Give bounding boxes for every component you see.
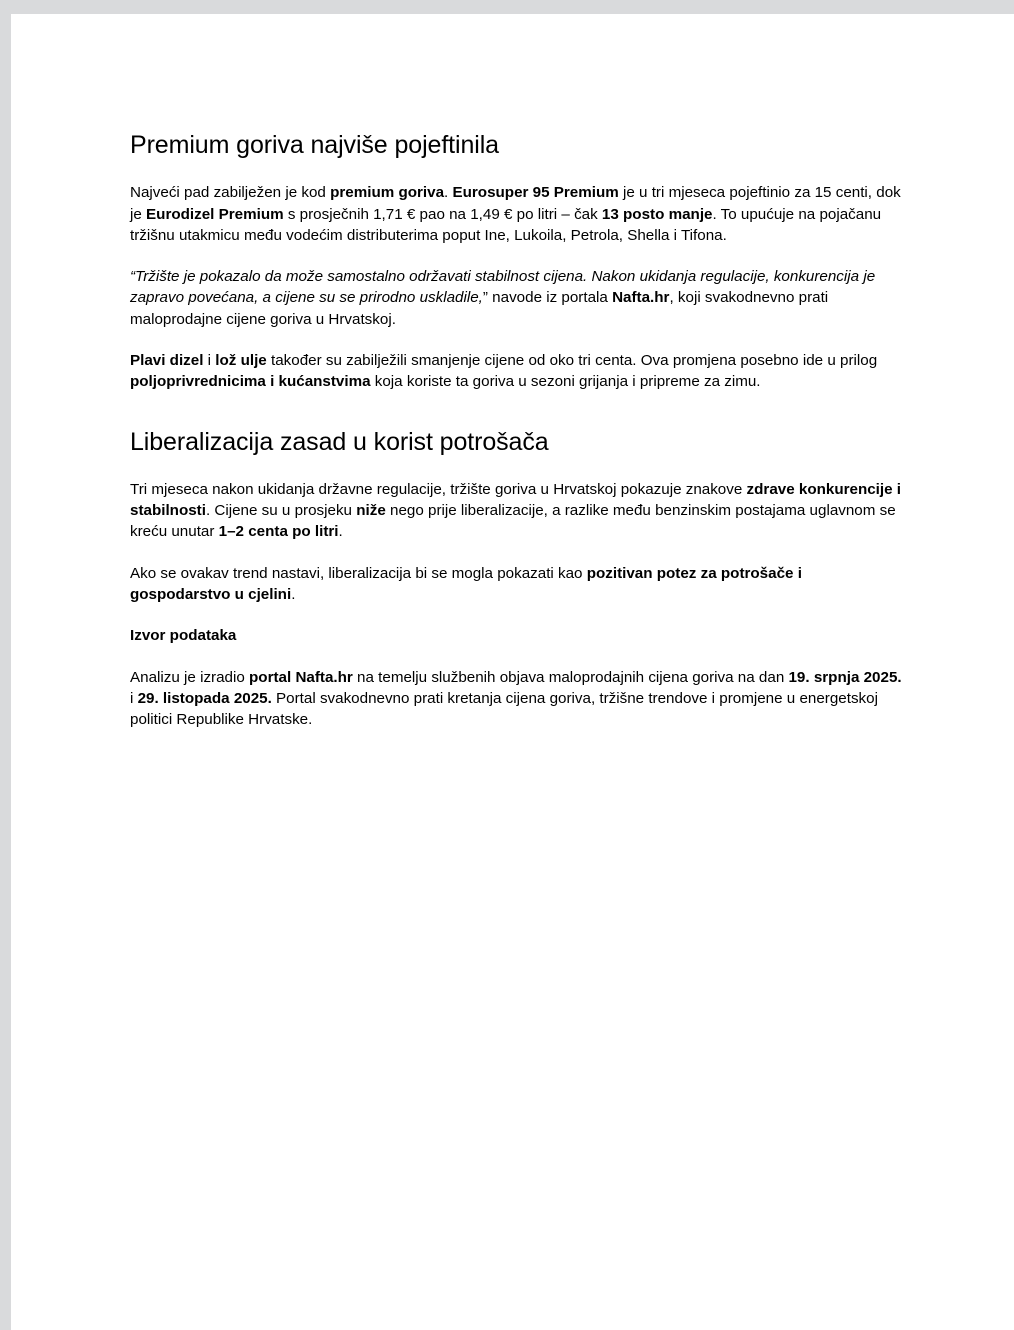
- bold-run: lož ulje: [215, 352, 267, 370]
- text-run: također su zabilježili smanjenje cijene od oko tri centa. Ova promjena posebno ide u prilog: [266, 352, 878, 370]
- paragraph-blue-diesel: [130, 350, 906, 393]
- italic-quote-run: “Tržište je pokazalo da može samostalno održavati stabilnost cijena. Nakon ukidanja regulacije, konkurencija je zapravo povećana, a cijene su se prirodno uskladile,: [130, 268, 876, 307]
- bold-run: premium goriva: [330, 184, 445, 202]
- bold-run: Eurosuper 95 Premium: [452, 184, 619, 202]
- bold-run: Eurodizel Premium: [146, 205, 284, 223]
- text-run: ” navode iz portala: [482, 289, 613, 307]
- bold-run-date-start: 19. srpnja 2025.: [788, 668, 902, 686]
- page-title: Premium goriva najviše pojeftinila: [130, 131, 499, 159]
- bold-run: pozitivan potez za potrošače i gospodarstvo u cjelini: [130, 564, 802, 604]
- text-run: i: [203, 352, 216, 370]
- bold-run: portal Nafta.hr: [249, 668, 353, 686]
- text-run: na temelju službenih objava maloprodajnih cijena goriva na dan: [352, 668, 789, 686]
- text-run: Ako se ovakav trend nastavi, liberalizacija bi se mogla pokazati kao: [130, 564, 587, 582]
- text-run: Portal svakodnevno prati kretanja cijena goriva, tržišne trendove i promjene u energetskoj politici Republike Hrvatske.: [130, 689, 878, 729]
- bold-run: 13 posto manje: [601, 205, 713, 223]
- text-run: i: [130, 689, 138, 707]
- text-run: , koji svakodnevno prati maloprodajne cijene goriva u Hrvatskoj.: [130, 289, 829, 328]
- bold-run: 1–2 centa po litri: [218, 523, 339, 541]
- bold-run: niže: [356, 502, 386, 520]
- text-run: .: [291, 586, 296, 604]
- paragraph-premium-fuels: [130, 182, 906, 246]
- text-run: Najveći pad zabilježen je kod: [130, 184, 331, 202]
- text-run: .: [338, 523, 343, 541]
- text-run: koja koriste ta goriva u sezoni grijanja i pripreme za zimu.: [370, 373, 761, 391]
- paragraph-outlook: [130, 563, 906, 606]
- text-run: . Cijene su u prosjeku: [205, 502, 357, 520]
- bold-run: zdrave konkurencije i stabilnosti: [130, 480, 902, 520]
- text-run: .: [444, 184, 453, 202]
- document-page: [11, 14, 1014, 1330]
- paragraph-source-details: [130, 667, 906, 731]
- bold-run: poljoprivrednicima i kućanstvima: [130, 373, 371, 391]
- paragraph-market-signals: [130, 479, 906, 543]
- bold-run-date-end: 29. listopada 2025.: [137, 689, 272, 707]
- paragraph-quote-nafta: [130, 266, 906, 330]
- text-run: Analizu je izradio: [130, 668, 250, 686]
- text-run: . To upućuje na pojačanu tržišnu utakmicu među vodećim distributerima poput Ine, Lukoila, Petrola, Shella i Tifona.: [130, 205, 882, 244]
- text-run: je u tri mjeseca pojeftinio za 15 centi, dok je: [130, 184, 901, 223]
- section-title-liberalizacija: Liberalizacija zasad u korist potrošača: [130, 427, 549, 456]
- bold-run-nafta-hr: Nafta.hr: [612, 289, 670, 307]
- text-run: nego prije liberalizacije, a razlike među benzinskim postajama uglavnom se kreću unutar: [130, 502, 896, 541]
- text-run: Tri mjeseca nakon ukidanja državne regulacije, tržište goriva u Hrvatskoj pokazuje znakove: [130, 480, 747, 498]
- source-heading: Izvor podataka: [130, 627, 237, 645]
- text-run: s prosječnih 1,71 € pao na 1,49 € po litri – čak: [283, 205, 602, 223]
- bold-run: Plavi dizel: [130, 352, 204, 370]
- document-body: [130, 130, 906, 751]
